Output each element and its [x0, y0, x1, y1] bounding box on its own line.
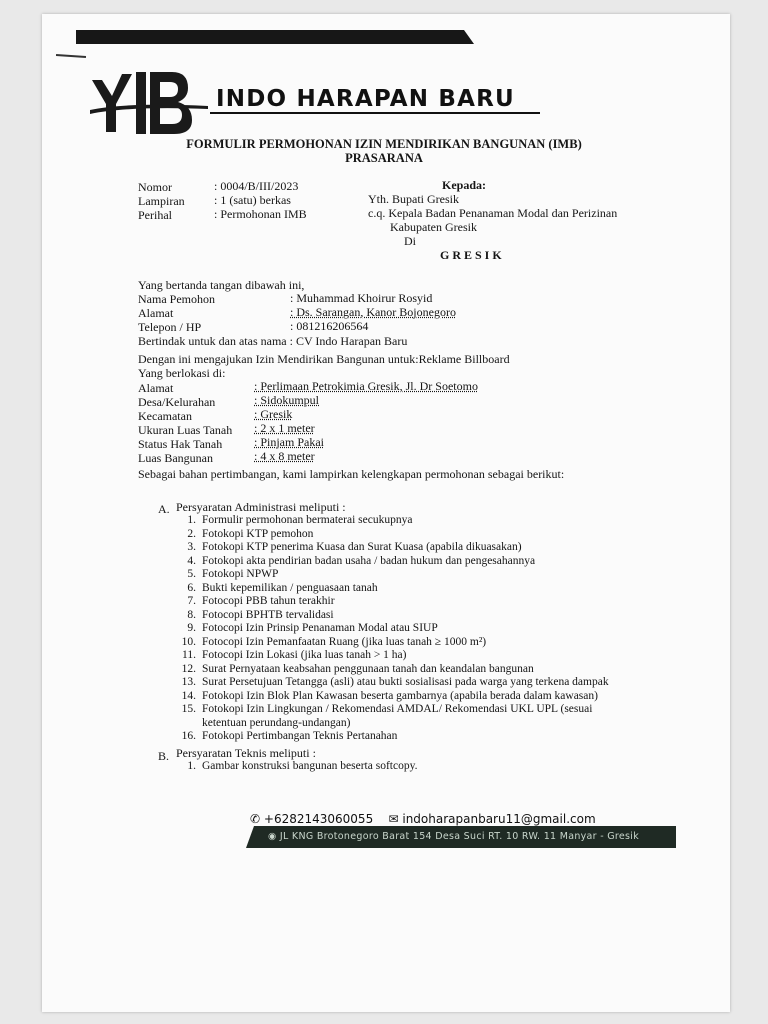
mail-icon: ✉	[388, 812, 399, 826]
section-a-item	[176, 717, 350, 729]
form-subtitle: PRASARANA	[345, 151, 423, 165]
phone-icon: ✆	[250, 812, 261, 826]
status-label: Status Hak Tanah	[138, 437, 223, 451]
nama-pemohon-label: Nama Pemohon	[138, 292, 215, 306]
section-a-item-text: Fotokopi Pertimbangan Teknis Pertanahan	[202, 730, 398, 742]
perihal-value: : Permohonan IMB	[214, 207, 307, 221]
nomor-label: Nomor	[138, 180, 172, 194]
kecamatan-value: : Gresik	[254, 407, 293, 421]
bertindak-line: Bertindak untuk dan atas nama : CV Indo Harapan Baru	[138, 334, 408, 348]
telepon-value: : 081216206564	[290, 319, 369, 333]
section-a-title: Persyaratan Administrasi meliputi :	[176, 500, 346, 514]
kepada-label: Kepada:	[442, 178, 487, 192]
section-a-item-number: 2.	[187, 527, 196, 540]
section-a-item-number: 6.	[187, 581, 196, 594]
location-intro: Yang berlokasi di:	[138, 366, 226, 380]
section-a-item-text: Fotocopi BPHTB tervalidasi	[202, 608, 334, 621]
section-a-item	[176, 622, 438, 634]
company-name: INDO HARAPAN BARU	[216, 86, 515, 112]
section-a-item	[176, 568, 278, 580]
section-a-item-number: 1.	[187, 514, 196, 526]
section-a-item-number: 16.	[181, 730, 196, 742]
section-a-item-text: ketentuan perundang-undangan)	[202, 716, 351, 729]
lampiran-label: Lampiran	[138, 194, 185, 208]
section-b-item	[176, 760, 417, 772]
section-a-item	[176, 730, 397, 742]
section-a-item-text: Fotokopi KTP pemohon	[202, 527, 314, 540]
section-a-item-text: Fotokopi akta pendirian badan usaha / badan hukum dan pengesahannya	[202, 554, 536, 567]
section-a-item	[176, 636, 486, 648]
section-a-item-number: 15.	[181, 703, 196, 715]
kecamatan-label: Kecamatan	[138, 409, 192, 423]
section-a-item	[176, 649, 407, 661]
desa-value: : Sidokumpul	[254, 393, 320, 407]
company-name-underline	[210, 112, 540, 114]
section-a-item-text: Formulir permohonan bermaterai secukupnya	[202, 514, 413, 526]
nomor-value: : 0004/B/III/2023	[214, 179, 299, 193]
section-b-item-number: 1.	[187, 760, 196, 772]
section-b-item-text: Gambar konstruksi bangunan beserta softcopy.	[202, 760, 418, 772]
location-pin-icon: ◉	[268, 831, 277, 842]
recipient-line-4: Di	[404, 234, 416, 248]
luas-value: : 4 x 8 meter	[254, 449, 315, 463]
section-a-item-number: 9.	[187, 622, 196, 634]
letterhead-top-bar	[76, 30, 474, 44]
section-b-title: Persyaratan Teknis meliputi :	[176, 746, 316, 760]
status-value: : Pinjam Pakai	[254, 435, 324, 449]
footer-address	[268, 831, 639, 842]
section-a-item-text: Fotokopi Izin Lingkungan / Rekomendasi AMDAL/ Rekomendasi UKL UPL (sesuai	[202, 703, 593, 715]
section-a-item-number: 5.	[187, 568, 196, 580]
section-a-item-number: 8.	[187, 608, 196, 621]
consideration-line: Sebagai bahan pertimbangan, kami lampirkan kelengkapan permohonan sebagai berikut:	[138, 467, 565, 481]
request-line: Dengan ini mengajukan Izin Mendirikan Bangunan untuk:Reklame Billboard	[138, 352, 510, 366]
ukuran-value: : 2 x 1 meter	[254, 421, 315, 435]
section-a-item-text: Bukti kepemilikan / penguasaan tanah	[202, 581, 378, 594]
section-a-item-number: 11.	[182, 649, 196, 661]
section-a-item-text: Fotocopi Izin Prinsip Penanaman Modal atau SIUP	[202, 622, 438, 634]
section-a-item	[176, 703, 592, 715]
section-a-item-text: Fotokopi KTP penerima Kuasa dan Surat Kuasa (apabila dikuasakan)	[202, 541, 522, 553]
desa-label: Desa/Kelurahan	[138, 395, 216, 409]
section-a-item-text: Fotocopi PBB tahun terakhir	[202, 595, 335, 607]
section-a-item-number: 4.	[187, 554, 196, 567]
recipient-city: G R E S I K	[440, 248, 502, 262]
footer-contact	[250, 812, 596, 826]
lokasi-alamat-label: Alamat	[138, 381, 174, 395]
section-a-letter: A.	[158, 502, 170, 516]
section-a-item-text: Surat Pernyataan keabsahan penggunaan tanah dan keandalan bangunan	[202, 662, 534, 675]
lokasi-alamat-value: : Perlimaan Petrokimia Gresik, Jl. Dr Soetomo	[254, 379, 478, 393]
alamat-label: Alamat	[138, 306, 174, 320]
section-a-item-number: 3.	[187, 541, 196, 553]
section-a-item	[176, 676, 609, 688]
section-a-item	[176, 582, 378, 594]
footer-phone: +6282143060055	[263, 812, 374, 826]
section-a-item	[176, 555, 535, 567]
section-a-item-text: Surat Persetujuan Tetangga (asli) atau bukti sosialisasi pada warga yang terkena dampak	[202, 676, 609, 688]
section-a-item-text: Fotokopi Izin Blok Plan Kawasan beserta gambarnya (apabila berada dalam kawasan)	[202, 689, 598, 702]
lampiran-value: : 1 (satu) berkas	[214, 193, 291, 207]
section-a-item-number: 10.	[181, 635, 196, 648]
section-a-item	[176, 541, 522, 553]
section-a-item	[176, 690, 598, 702]
section-a-item	[176, 609, 334, 621]
perihal-label: Perihal	[138, 208, 172, 222]
alamat-value: : Ds. Sarangan, Kanor Bojonegoro	[290, 305, 456, 319]
recipient-line-1: Yth. Bupati Gresik	[368, 192, 459, 206]
recipient-line-3: Kabupaten Gresik	[390, 220, 477, 234]
section-a-item-text: Fotocopi Izin Lokasi (jika luas tanah > 1 ha)	[202, 649, 407, 661]
section-a-item	[176, 528, 313, 540]
section-a-item	[176, 663, 534, 675]
company-logo	[88, 66, 212, 138]
section-a-item-text: Fotocopi Izin Pemanfaatan Ruang (jika luas tanah ≥ 1000 m²)	[202, 635, 487, 648]
nama-pemohon-value: : Muhammad Khoirur Rosyid	[290, 291, 433, 305]
section-a-item-number: 12.	[181, 662, 196, 675]
telepon-label: Telepon / HP	[138, 320, 202, 334]
section-a-item	[176, 595, 335, 607]
applicant-intro: Yang bertanda tangan dibawah ini,	[138, 278, 305, 292]
section-a-item-text: Fotokopi NPWP	[202, 568, 279, 580]
section-a-item	[176, 514, 412, 526]
ukuran-label: Ukuran Luas Tanah	[138, 423, 233, 437]
luas-label: Luas Bangunan	[138, 451, 213, 465]
section-a-item-number: 7.	[187, 595, 196, 607]
recipient-line-2: c.q. Kepala Badan Penanaman Modal dan Perizinan	[368, 206, 618, 220]
form-title: FORMULIR PERMOHONAN IZIN MENDIRIKAN BANGUNAN (IMB)	[186, 137, 582, 151]
footer-address-text: JL KNG Brotonegoro Barat 154 Desa Suci RT. 10 RW. 11 Manyar - Gresik	[279, 831, 640, 842]
section-a-item-number: 13.	[181, 676, 196, 688]
footer-email: indoharapanbaru11@gmail.com	[402, 812, 596, 826]
section-b-letter: B.	[158, 749, 170, 763]
section-a-item-number: 14.	[181, 689, 196, 702]
